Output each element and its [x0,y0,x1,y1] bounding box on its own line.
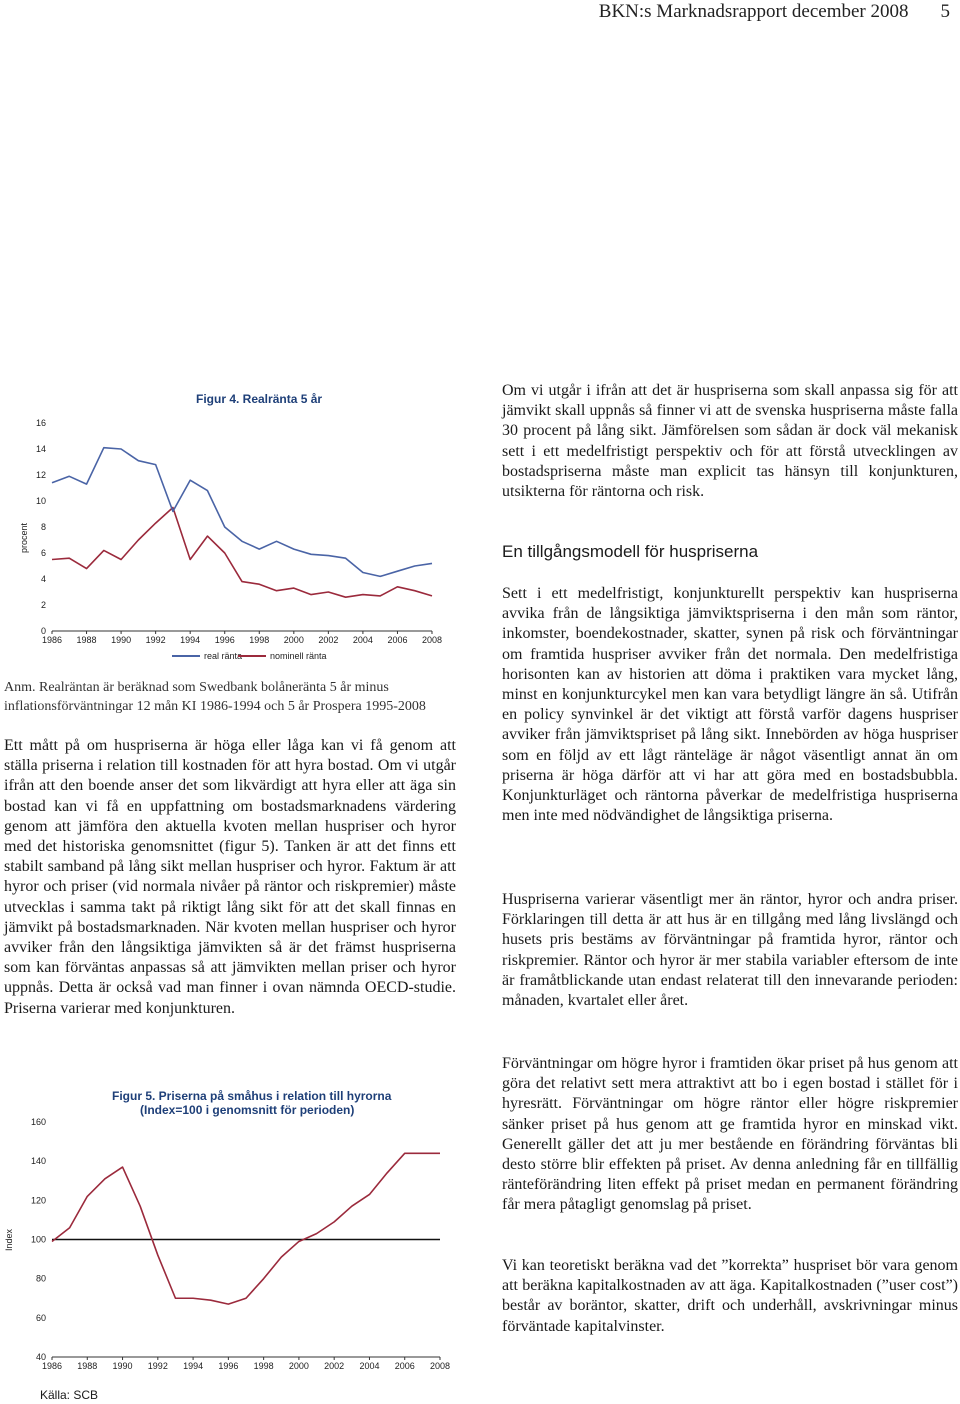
x-tick-label: 2004 [352,635,373,645]
series-line [52,508,432,598]
x-tick-label: 2002 [324,1361,345,1371]
x-tick-label: 2006 [394,1361,415,1371]
x-tick-label: 1996 [214,635,235,645]
legend-nominal-label: nominell ränta [270,651,327,661]
x-tick-label: 1996 [218,1361,239,1371]
right-paragraph-1: Sett i ett medelfristigt, konjunkturellt perspektiv kan huspriserna avvika från de långsiktiga jämviktspriserna i den mån som räntor, inkomster, boendekostnader, skatter, synen på risk och förväntningar om framtida huspriser avviker från det normala. Den medelfristiga horisonten kan av historien att döma i praktiken vara mycket lång, minst en konjunkturcykel men kan vara betydligt längre än så. Utifrån en policy synvinkel är det viktigt att förstå varför dagens huspriser avviker från jämviktspriset på lång sikt. Innebörden av höga huspriser som en följd av ett lågt ränteläge är något väsentligt annat än om priserna är höga därför att vi har att göra med en bostadsbubbla. Konjunkturläget och räntorna påverkar de medelfristiga huspriserna men inte med nödvändighet de långsiktiga priserna. [502,585,958,825]
y-tick-label: 10 [35,496,46,506]
x-tick-label: 1986 [41,635,63,645]
x-tick-label: 1988 [76,635,97,645]
y-tick-label: 0 [40,626,46,636]
page-number: 5 [940,1,950,22]
y-tick-label: 8 [40,522,46,532]
x-tick-label: 2006 [387,635,408,645]
x-tick-label: 2000 [283,635,304,645]
x-tick-label: 1994 [183,1361,204,1371]
x-tick-label: 1990 [111,635,132,645]
figure-4-note: Anm. Realräntan är beräknad som Swedbank bolåneränta 5 år minus inflationsförväntningar 12 mån KI 1986-1994 och 5 år Prospera 1995-2008 [4,680,426,714]
y-tick-label: 120 [30,1195,46,1206]
series-line [52,448,432,577]
report-title: BKN:s Marknadsrapport december 2008 [598,1,909,22]
figure-4-chart [12,383,448,673]
figure-5-chart [0,1082,450,1382]
left-column-paragraph: Ett mått på om huspriserna är höga eller låga kan vi få genom att ställa priserna i relation till kostnaden för att hyra bostad. Om vi utgår ifrån att den boende anser det som likvärdigt att hyra eller att äga sin bostad kan vi få en uppfattning om bostadsmarknadens värdering genom att jämföra den aktuella kvoten mellan huspriser och hyror med det historiska genomsnittet (figur 5). Tanken är att det finns ett stabilt samband på lång sikt mellan huspriser och hyror. Faktum är att hyror och priser (vid normala nivåer på räntor och riskpremier) måste utvecklas i samma takt på riktigt lång sikt för att det skall finnas en jämvikt på bostadsmarknaden. När kvoten mellan huspriser och hyror avviker från den långsiktiga jämvikten så är det främst huspriserna som kan förväntas anpassas så att jämvikten mellan priser och hyror uppnås. Detta är också vad man finner i ovan nämnda OECD-studie. Priserna varierar med konjunkturen. [4,737,456,1017]
y-tick-label: 2 [40,600,46,610]
page-header [599,0,950,24]
x-tick-label: 1992 [147,1361,168,1371]
x-tick-label: 2008 [421,635,443,645]
series-line [52,1153,440,1304]
x-tick-label: 2000 [288,1361,309,1371]
source-note: Källa: SCB [40,1388,99,1402]
y-tick-label: 4 [40,574,46,584]
x-tick-label: 2004 [359,1361,380,1371]
y-tick-label: 6 [40,548,46,558]
chart-title: Figur 5. Priserna på småhus i relation till hyrorna [112,1089,392,1103]
x-tick-label: 1998 [253,1361,274,1371]
x-tick-label: 1998 [249,635,270,645]
x-tick-label: 1994 [180,635,201,645]
y-tick-label: 60 [35,1312,46,1323]
y-axis-label: procent [19,522,29,554]
x-tick-label: 2008 [429,1361,450,1371]
x-tick-label: 1992 [145,635,166,645]
right-paragraph-4: Vi kan teoretiskt beräkna vad det ”korrekta” huspriset bör vara genom att beräkna kapitalkostnaden av att äga. Kapitalkostnaden (”user cost”) består av boräntor, skatter, drift och underhåll, avskrivningar minus förväntade kapitalvinster. [502,1257,958,1335]
y-tick-label: 80 [35,1273,46,1284]
y-tick-label: 14 [35,444,46,454]
y-tick-label: 40 [35,1352,46,1362]
x-tick-label: 1986 [41,1361,63,1371]
x-tick-label: 1988 [77,1361,98,1371]
x-tick-label: 2002 [318,635,339,645]
y-tick-label: 12 [35,470,46,480]
legend-real-label: real ränta [204,651,243,661]
y-tick-label: 160 [30,1117,46,1127]
right-intro-paragraph: Om vi utgår i ifrån att det är huspriserna som skall anpassa sig för att jämvikt skall uppnås så finner vi att de svenska huspriserna måste falla 30 procent på lång sikt. Jämförelsen som sådan är dock väl mekanisk sett i ett medelfristigt perspektiv och för att förstå utvecklingen av bostadspriserna måste man explicit tas hänsyn till konjunkturen, utsikterna för räntorna och risk. [502,382,958,501]
x-tick-label: 1990 [112,1361,133,1371]
chart-subtitle: (Index=100 i genomsnitt för perioden) [140,1103,355,1117]
y-tick-label: 100 [30,1234,46,1245]
y-tick-label: 140 [30,1156,46,1167]
y-tick-label: 16 [35,418,46,428]
section-heading: En tillgångsmodell för huspriserna [502,542,759,561]
chart-title: Figur 4. Realränta 5 år [196,392,323,406]
y-axis-label: Index [4,1228,14,1252]
right-paragraph-3: Förväntningar om högre hyror i framtiden ökar priset på hus genom att göra det relativt sett mera attraktivt att bo i egen bostad i stället för i hyresrätt. Förväntningar om högre räntor eller högre riskpremier sänker priset på hus genom att ge framtida hyror en minskad vikt. Generellt gäller det att ju mer bestående en förändring förväntas bli desto större blir effekten på priset. Av denna anledning får en tillfällig ränteförändring liten effekt på priset medan en permanent förändring får mera påtagligt genomslag på priset. [502,1055,958,1214]
right-paragraph-2: Huspriserna varierar väsentligt mer än räntor, hyror och andra priser. Förklaringen till detta är att hus är en tillgång med lång livslängd och husets pris bestäms av förväntningar på framtida hyror, räntor och riskpremier. Räntor och hyror är mer stabila variabler eftersom de inte är framåtblickande utan endast relaterat till den innevarande perioden: månaden, kvartalet eller året. [502,891,958,1010]
